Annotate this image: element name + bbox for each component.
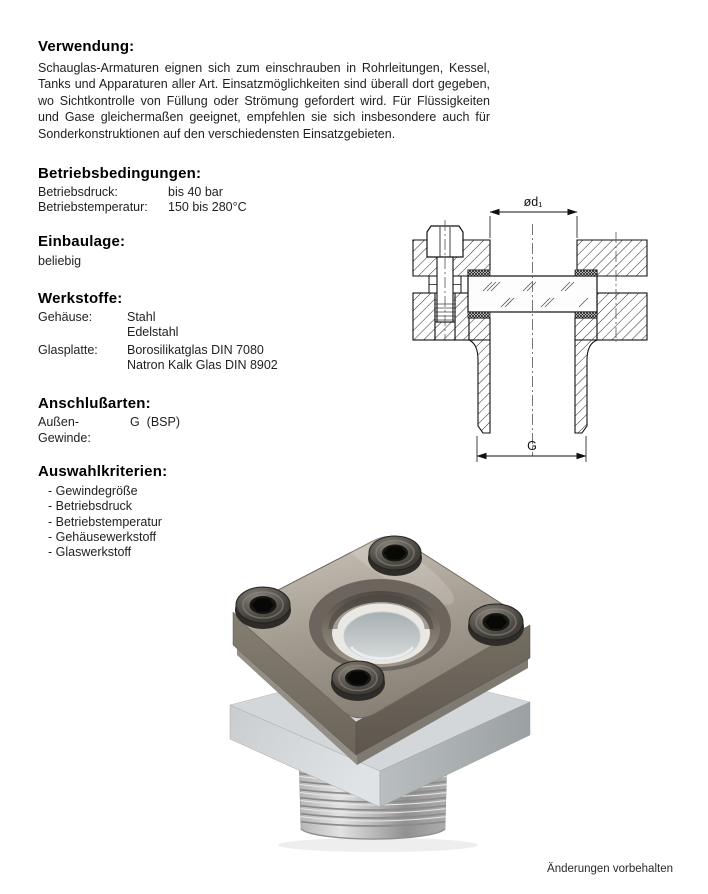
row-values <box>127 343 278 373</box>
criteria-item: - Betriebstemperatur <box>48 514 162 529</box>
dim-top-label: ød₁ <box>523 195 543 209</box>
ground-shadow <box>278 838 478 852</box>
lower-flange-left2 <box>455 293 469 340</box>
section-title-verwendung: Verwendung: <box>38 38 135 55</box>
section-title-einbaulage: Einbaulage: <box>38 233 126 251</box>
row-label: Gehäuse: <box>38 309 93 324</box>
product-photo <box>183 515 583 855</box>
sight-glass-photo-svg <box>183 515 583 855</box>
criteria-item: - Gewindegröße <box>48 483 138 498</box>
verwendung-body: Schauglas-Armaturen eignen sich zum einschrauben in Rohrleitungen, Kessel, Tanks und Apparaturen aller Art. Einsatzmöglichkeiten sind überall dort gegeben, wo Sichtkontrolle von Füllung oder Strömung gefordert wird. Für Flüssigkeiten und Gase gleichermaßen geeignet, empfehlen sie sich insbesondere auch für Sonderkonstruktionen auf den verschiedensten Einsatzgebieten. <box>38 61 490 141</box>
tube-wall-left <box>469 340 490 433</box>
lower-rim-left <box>469 318 490 340</box>
dim-bottom-label: G <box>527 439 537 453</box>
row-label: Betriebstemperatur: <box>38 200 148 215</box>
bolt-left <box>235 587 291 629</box>
row-values <box>127 310 178 340</box>
section-verwendung <box>38 38 490 142</box>
technical-drawing <box>395 190 695 474</box>
cross-section-svg <box>395 190 695 474</box>
row-label: Betriebsdruck: <box>38 185 118 200</box>
seal-bottom-left <box>468 312 490 318</box>
seal-top-left <box>468 270 490 276</box>
lower-rim-right <box>575 318 597 340</box>
row-value: 150 bis 280°C <box>168 200 247 215</box>
row-value: G (BSP) <box>130 415 181 430</box>
criteria-item: - Betriebsdruck <box>48 499 133 514</box>
einbaulage-value: beliebig <box>38 254 82 269</box>
seal-bottom-right <box>575 312 597 318</box>
werkstoff-value: Edelstahl <box>127 324 179 339</box>
row-label: Außen-Gewinde: <box>38 415 91 445</box>
section-title-anschlussarten: Anschlußarten: <box>38 395 151 413</box>
dimension-bottom <box>477 436 586 462</box>
row-value: bis 40 bar <box>168 185 223 200</box>
section-title-auswahlkriterien: Auswahlkriterien: <box>38 462 168 480</box>
footer-note: Änderungen vorbehalten <box>547 863 673 875</box>
bolt-bottom <box>331 661 385 701</box>
row-label: Glasplatte: <box>38 343 98 358</box>
lower-flange-right <box>597 293 647 340</box>
tube-wall-right <box>575 340 597 433</box>
section-title-betriebsbedingungen: Betriebsbedingungen: <box>38 165 202 183</box>
seal-top-right <box>575 270 597 276</box>
lower-flange-left <box>413 293 435 340</box>
werkstoff-value: Natron Kalk Glas DIN 8902 <box>127 358 278 373</box>
werkstoff-value: Stahl <box>127 309 156 324</box>
bolt-right <box>468 604 524 646</box>
bolt-top <box>368 536 422 576</box>
criteria-item: - Glaswerkstoff <box>48 545 132 560</box>
werkstoff-value: Borosilikatglas DIN 7080 <box>127 343 264 358</box>
criteria-item: - Gehäusewerkstoff <box>48 530 157 545</box>
section-title-werkstoffe: Werkstoffe: <box>38 289 123 307</box>
dimension-top <box>490 195 577 238</box>
